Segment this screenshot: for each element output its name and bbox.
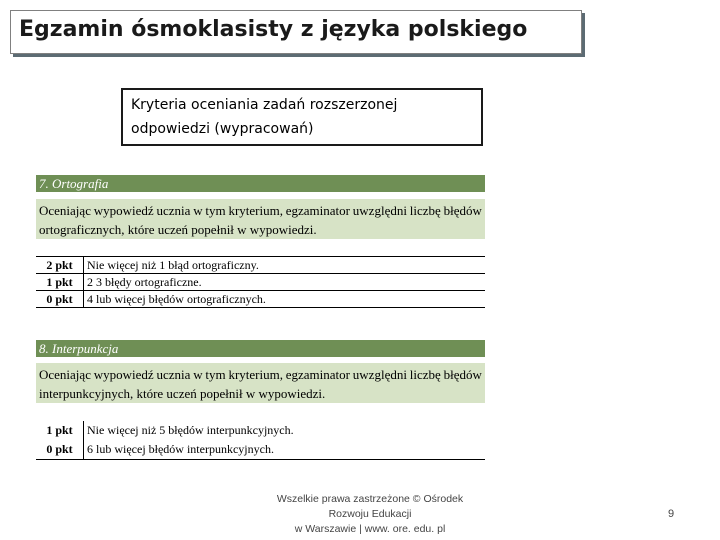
word: w xyxy=(193,367,203,382)
word: uwzględni xyxy=(352,367,407,382)
word: błędów xyxy=(443,367,482,382)
footer-line-3: w Warszawie | www. ore. edu. pl xyxy=(294,523,446,535)
word: tym xyxy=(205,367,226,382)
description-line-2: ortograficznych, które uczeń popełnił w wypowiedzi. xyxy=(39,222,317,237)
points-cell: 2 pkt xyxy=(36,257,84,274)
table-row xyxy=(36,257,485,274)
section-description-interpunkcja xyxy=(36,363,485,403)
description-line-1 xyxy=(39,201,482,221)
score-table-ortografia xyxy=(36,256,485,308)
word: Oceniając xyxy=(39,367,91,382)
points-cell: 0 pkt xyxy=(36,440,84,460)
word: kryterium, xyxy=(228,367,283,382)
criterion-cell: Nie więcej niż 1 błąd ortograficzny. xyxy=(87,257,259,272)
page-number: 9 xyxy=(668,508,675,520)
word: uwzględni xyxy=(352,203,407,218)
word: tym xyxy=(205,203,226,218)
footer-line-1: Wszelkie prawa zastrzeżone © Ośrodek xyxy=(276,493,464,505)
word: Oceniając xyxy=(39,203,91,218)
points-cell: 1 pkt xyxy=(36,421,84,440)
criteria-box xyxy=(121,88,483,146)
section-header-ortografia: 7. Ortografia xyxy=(36,175,485,192)
criteria-line-1: Kryteria oceniania zadań rozszerzonej xyxy=(131,97,398,113)
points-cell: 1 pkt xyxy=(36,274,84,291)
criterion-cell: 6 lub więcej błędów interpunkcyjnych. xyxy=(87,442,274,456)
word: ucznia xyxy=(156,203,191,218)
footer-copyright xyxy=(230,492,510,537)
criterion-cell: 4 lub więcej błędów ortograficznych. xyxy=(87,291,266,306)
criterion-cell: Nie więcej niż 5 błędów interpunkcyjnych. xyxy=(87,423,294,437)
description-line-2: interpunkcyjnych, które uczeń popełnił w wypowiedzi. xyxy=(39,386,326,401)
slide-title: Egzamin ósmoklasisty z języka polskiego xyxy=(19,17,528,42)
word: ucznia xyxy=(156,367,191,382)
word: egzaminator xyxy=(285,367,350,382)
word: liczbę xyxy=(409,367,441,382)
points-cell: 0 pkt xyxy=(36,291,84,308)
word: wypowiedź xyxy=(93,203,154,218)
criteria-line-2: odpowiedzi (wypracowań) xyxy=(131,121,314,137)
word: w xyxy=(193,203,203,218)
section-header-interpunkcja: 8. Interpunkcja xyxy=(36,340,485,357)
word: kryterium, xyxy=(228,203,283,218)
table-row xyxy=(36,421,485,440)
criterion-cell: 2 3 błędy ortograficzne. xyxy=(87,274,202,289)
table-row xyxy=(36,440,485,460)
table-row xyxy=(36,291,485,308)
section-description-ortografia xyxy=(36,199,485,239)
footer-line-2: Rozwoju Edukacji xyxy=(328,508,412,520)
word: egzaminator xyxy=(285,203,350,218)
score-table-interpunkcja xyxy=(36,421,485,460)
word: wypowiedź xyxy=(93,367,154,382)
word: liczbę xyxy=(409,203,441,218)
description-line-1 xyxy=(39,365,482,385)
title-box xyxy=(10,10,582,54)
table-row xyxy=(36,274,485,291)
word: błędów xyxy=(443,203,482,218)
